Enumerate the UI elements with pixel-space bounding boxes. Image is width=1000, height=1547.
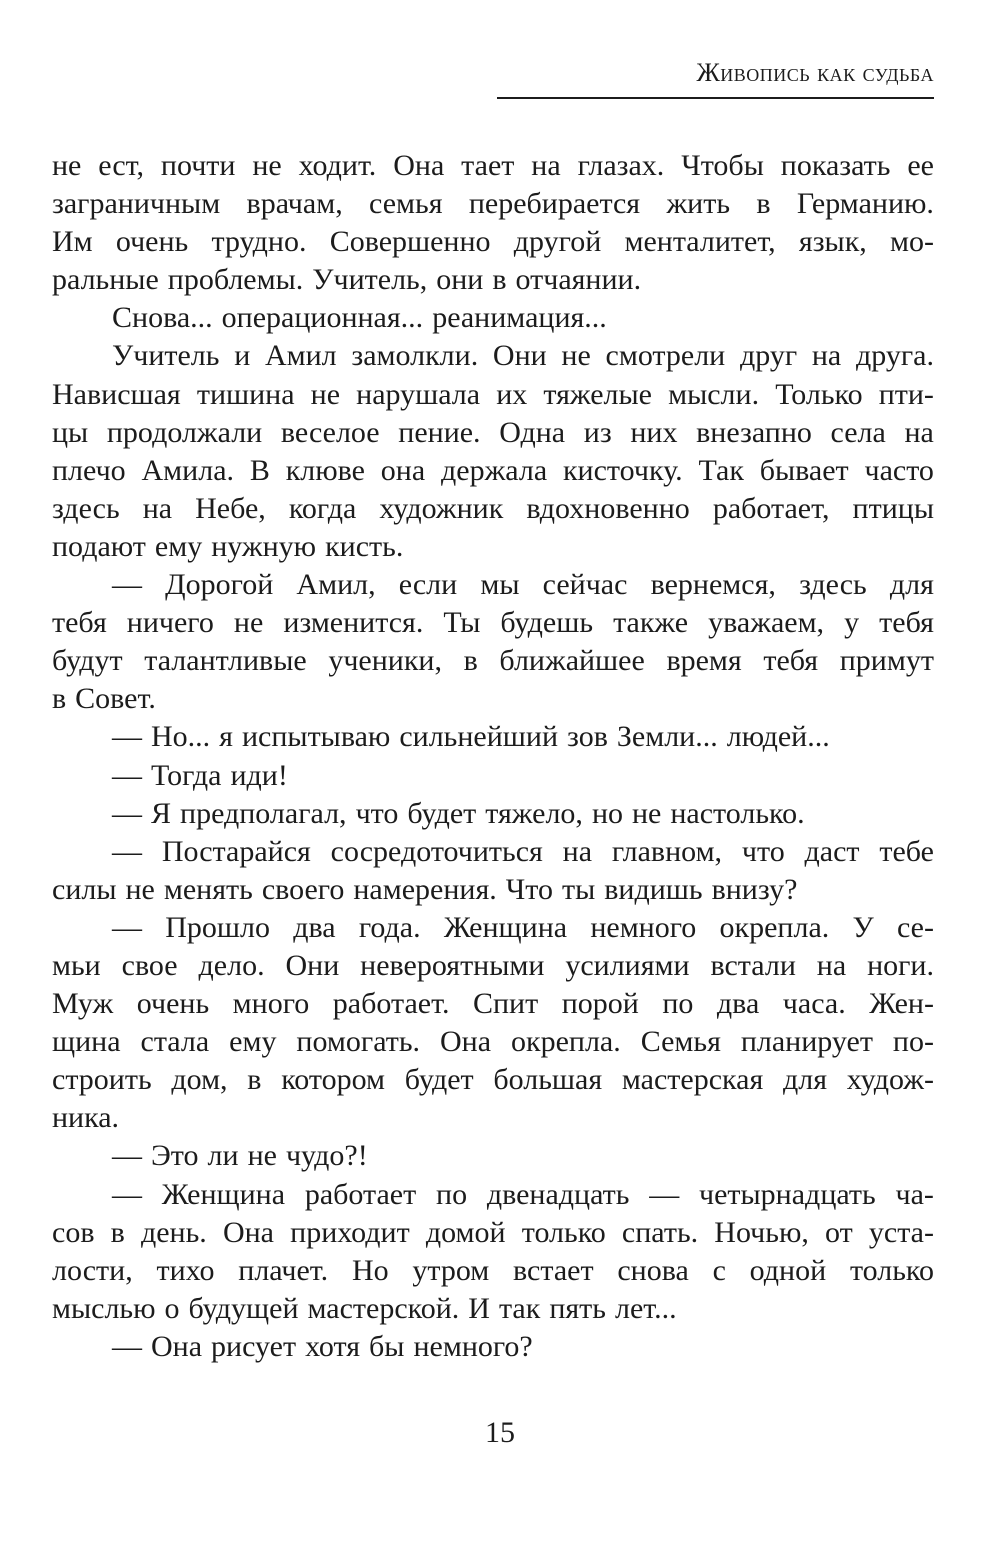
word: тяжелые: [543, 377, 652, 411]
word: Это: [151, 1139, 199, 1173]
word: Я: [151, 796, 172, 830]
word: даст: [804, 834, 860, 868]
word: тебя: [763, 644, 819, 678]
word: —: [112, 568, 142, 602]
word: перебирается: [468, 187, 641, 221]
word: Чтобы: [681, 149, 764, 182]
word: —: [112, 796, 142, 830]
text-line: [52, 985, 934, 1023]
word: ест,: [98, 149, 145, 182]
word: веселое: [280, 415, 380, 449]
word: своего: [261, 872, 345, 906]
word: мы: [480, 568, 520, 602]
word: Тогда: [151, 758, 222, 792]
word: настолько.: [670, 796, 805, 830]
word: так: [498, 1291, 541, 1325]
word: будут: [52, 644, 123, 678]
text-line: [52, 223, 934, 261]
word: из: [583, 415, 612, 449]
word: когда: [288, 491, 357, 525]
word: Земли...: [616, 720, 718, 754]
word: только: [849, 1253, 934, 1287]
word: клюве: [285, 453, 365, 487]
word: Совет.: [75, 682, 156, 716]
word: домой: [425, 1215, 506, 1249]
word: котором: [281, 1063, 385, 1097]
word: реанимация...: [432, 301, 607, 335]
word: будущей: [188, 1291, 299, 1325]
word: большая: [493, 1063, 603, 1097]
text-line: [52, 1252, 934, 1290]
word: другой: [513, 225, 602, 259]
text-line: [52, 680, 934, 718]
word: очень: [115, 225, 189, 259]
word: почти: [160, 149, 236, 182]
word: Совершенно: [329, 225, 491, 259]
word: Одна: [499, 415, 566, 449]
word: работает,: [712, 491, 830, 525]
word: здесь: [799, 568, 867, 602]
text-line: [52, 414, 934, 452]
word: мастерская: [621, 1063, 764, 1097]
word: ника.: [52, 1101, 120, 1135]
word: мастерской.: [307, 1291, 460, 1325]
word: врачам,: [246, 187, 343, 221]
text-line: [52, 1214, 934, 1252]
word: для: [783, 1063, 828, 1097]
word: и: [234, 339, 251, 373]
word: вернемся,: [650, 568, 776, 602]
word: —: [112, 1329, 142, 1363]
word: Снова...: [112, 301, 213, 335]
word: уста-: [868, 1215, 934, 1249]
word: Но: [351, 1253, 389, 1287]
word: Нависшая: [52, 377, 181, 411]
word: встает: [513, 1253, 594, 1287]
word: встали: [710, 948, 796, 982]
word: мо-: [890, 225, 934, 259]
running-head: Живопись как судьба: [696, 58, 934, 87]
word: Они: [492, 339, 547, 373]
word: очень: [136, 987, 210, 1021]
text-line: [52, 909, 934, 947]
word: они: [436, 263, 484, 297]
word: ральные: [52, 263, 159, 297]
word: бывает: [759, 453, 849, 487]
text-line: [52, 1061, 934, 1099]
page-number: 15: [485, 1416, 515, 1449]
word: Она: [222, 1215, 274, 1249]
word: операционная...: [221, 301, 424, 335]
word: по: [662, 987, 694, 1021]
word: работает.: [332, 987, 450, 1021]
text-line: [52, 795, 934, 833]
word: иди!: [230, 758, 288, 792]
word: что: [741, 834, 785, 868]
word: плачет.: [238, 1253, 329, 1287]
word: на: [904, 415, 934, 449]
word: испытываю: [241, 720, 391, 754]
word: Только: [775, 377, 863, 411]
word: —: [112, 758, 142, 792]
word: Амил: [264, 339, 337, 373]
word: часто: [864, 453, 934, 487]
word: плечо: [52, 453, 126, 487]
word: намерения.: [353, 872, 497, 906]
word: с: [712, 1253, 726, 1287]
word: отчаянии.: [515, 263, 642, 297]
word: работает: [304, 1177, 417, 1211]
word: подают: [52, 529, 146, 563]
word: щина: [52, 1025, 121, 1059]
word: —: [112, 910, 142, 944]
word: на: [562, 834, 593, 868]
word: тебе: [879, 834, 934, 868]
word: проблемы.: [167, 263, 304, 297]
word: лет...: [614, 1291, 677, 1325]
word: внезапно: [696, 415, 812, 449]
word: приходит: [290, 1215, 410, 1249]
word: бы: [369, 1329, 405, 1363]
text-line: [52, 871, 934, 909]
word: заграничным: [52, 187, 221, 221]
word: в: [756, 187, 771, 221]
word: здесь: [52, 491, 120, 525]
word: се-: [896, 910, 934, 944]
text-line: [52, 376, 934, 414]
word: два: [716, 987, 760, 1021]
word: нарушала: [356, 377, 481, 411]
text-line: [52, 718, 934, 756]
word: на: [142, 491, 173, 525]
word: тишина: [196, 377, 295, 411]
word: ноги.: [867, 948, 934, 982]
word: ничего: [126, 606, 214, 640]
word: ему: [229, 1025, 277, 1059]
word: Что: [505, 872, 553, 906]
word: на: [531, 149, 561, 182]
word: продолжали: [106, 415, 263, 449]
word: них: [630, 415, 678, 449]
word: строить: [52, 1063, 152, 1097]
word: Небе,: [195, 491, 266, 525]
word: по: [436, 1177, 468, 1211]
text-line: [52, 566, 934, 604]
word: замолкли.: [351, 339, 479, 373]
word: Постарайся: [161, 834, 311, 868]
word: в: [463, 644, 478, 678]
word: менять: [163, 872, 253, 906]
word: кисть.: [325, 529, 404, 563]
word: примут: [839, 644, 934, 678]
word: ходит.: [298, 149, 377, 182]
text-line: [52, 1290, 934, 1328]
text-line: [52, 604, 934, 642]
word: —: [112, 834, 142, 868]
word: Женщина: [443, 910, 568, 944]
word: пти-: [878, 377, 934, 411]
word: пять: [549, 1291, 606, 1325]
word: Амил,: [296, 568, 376, 602]
word: смотрели: [605, 339, 726, 373]
word: уважаем,: [708, 606, 825, 640]
word: часа.: [782, 987, 846, 1021]
word: в: [492, 263, 507, 297]
word: Амила.: [141, 453, 235, 487]
word: о: [164, 1291, 180, 1325]
word: Они: [285, 948, 340, 982]
word: глазах.: [577, 149, 665, 182]
word: планирует: [740, 1025, 873, 1059]
word: будешь: [500, 606, 594, 640]
word: ему: [154, 529, 203, 563]
word: ближайшее: [499, 644, 645, 678]
word: держала: [440, 453, 548, 487]
word: внизу?: [711, 872, 798, 906]
word: что: [355, 796, 399, 830]
word: немного?: [413, 1329, 533, 1363]
word: жить: [666, 187, 731, 221]
word: В: [249, 453, 270, 487]
word: будет: [407, 796, 477, 830]
text-line: [52, 452, 934, 490]
text-line: [52, 528, 934, 566]
word: талантливые: [144, 644, 307, 678]
word: силы: [52, 872, 117, 906]
word: Им: [52, 225, 93, 259]
text-line: [52, 1328, 934, 1366]
word: в: [247, 1063, 262, 1097]
word: Германию.: [796, 187, 934, 221]
text-line: [52, 185, 934, 223]
word: хотя: [305, 1329, 361, 1363]
word: их: [496, 377, 528, 411]
word: по-: [892, 1025, 934, 1059]
word: не: [247, 1139, 277, 1173]
word: порой: [561, 987, 639, 1021]
word: Но...: [151, 720, 211, 754]
word: художник: [379, 491, 504, 525]
word: села: [830, 415, 886, 449]
text-line: [52, 337, 934, 375]
word: Она: [151, 1329, 203, 1363]
word: Женщина: [161, 1177, 286, 1211]
text-line: [52, 833, 934, 871]
word: не: [632, 796, 662, 830]
word: не: [252, 149, 282, 182]
word: тяжело,: [485, 796, 583, 830]
word: Дорогой: [165, 568, 274, 602]
text-line: [52, 947, 934, 985]
word: У: [852, 910, 874, 944]
word: сосредоточиться: [330, 834, 543, 868]
word: не: [561, 339, 591, 373]
word: Учитель: [112, 339, 220, 373]
word: людей...: [726, 720, 830, 754]
word: предполагал,: [180, 796, 347, 830]
word: ее: [907, 149, 934, 182]
word: много: [232, 987, 310, 1021]
word: года.: [358, 910, 421, 944]
text-line: [52, 261, 934, 299]
word: Она: [440, 1025, 492, 1059]
word: главном,: [611, 834, 723, 868]
word: снова: [617, 1253, 689, 1287]
word: показать: [780, 149, 891, 182]
word: —: [112, 1139, 142, 1173]
word: И: [468, 1291, 490, 1325]
word: чудо?!: [285, 1139, 368, 1173]
word: не: [233, 606, 264, 640]
word: у: [844, 606, 860, 640]
text-line: [52, 490, 934, 528]
word: цы: [52, 415, 89, 449]
word: Муж: [52, 987, 114, 1021]
word: сов: [52, 1215, 95, 1249]
word: ученики,: [328, 644, 442, 678]
word: Ночью,: [714, 1215, 809, 1249]
word: я: [219, 720, 233, 754]
word: усилиями: [565, 948, 690, 982]
word: сейчас: [542, 568, 628, 602]
word: день.: [140, 1215, 207, 1249]
word: Прошло: [165, 910, 270, 944]
word: язык,: [798, 225, 867, 259]
word: не: [125, 872, 155, 906]
word: видишь: [604, 872, 703, 906]
word: Учитель,: [312, 263, 428, 297]
word: дом,: [171, 1063, 228, 1097]
text-line: [52, 757, 934, 795]
word: пение.: [398, 415, 481, 449]
word: немного: [590, 910, 697, 944]
body-text: [52, 147, 934, 1366]
word: друга.: [855, 339, 934, 373]
word: —: [112, 1177, 142, 1211]
word: если: [398, 568, 458, 602]
word: тебя: [879, 606, 934, 640]
word: для: [889, 568, 934, 602]
word: в: [52, 682, 67, 716]
word: не: [52, 149, 82, 182]
text-line: [52, 1023, 934, 1061]
word: свое: [121, 948, 178, 982]
word: на: [811, 339, 842, 373]
word: стала: [140, 1025, 210, 1059]
word: только: [521, 1215, 606, 1249]
word: нужную: [211, 529, 317, 563]
word: также: [613, 606, 689, 640]
word: лости,: [52, 1253, 133, 1287]
word: —: [649, 1177, 680, 1211]
word: изменится.: [283, 606, 424, 640]
word: ты: [561, 872, 596, 906]
word: Семья: [640, 1025, 721, 1059]
word: невероятными: [360, 948, 545, 982]
word: два: [293, 910, 336, 944]
word: тебя: [52, 606, 107, 640]
word: Жен-: [869, 987, 934, 1021]
word: двенадцать: [486, 1177, 630, 1211]
word: Ты: [443, 606, 481, 640]
word: тает: [461, 149, 515, 182]
word: вдохновенно: [526, 491, 690, 525]
word: менталитет,: [624, 225, 776, 259]
word: птицы: [852, 491, 934, 525]
word: но: [591, 796, 623, 830]
word: ли: [207, 1139, 239, 1173]
word: окрепла.: [511, 1025, 621, 1059]
text-line: [52, 147, 934, 185]
word: окрепла.: [719, 910, 830, 944]
word: утром: [412, 1253, 490, 1287]
word: тихо: [156, 1253, 215, 1287]
header-rule: [497, 97, 934, 99]
word: время: [666, 644, 742, 678]
word: семья: [369, 187, 443, 221]
word: одной: [749, 1253, 827, 1287]
word: кисточку.: [562, 453, 683, 487]
word: помогать.: [296, 1025, 421, 1059]
word: мыслью: [52, 1291, 156, 1325]
text-line: [52, 1137, 934, 1175]
word: она: [380, 453, 426, 487]
word: мысли.: [668, 377, 760, 411]
text-line: [52, 1176, 934, 1214]
word: Она: [393, 149, 445, 182]
word: сильнейший: [399, 720, 559, 754]
word: на: [816, 948, 847, 982]
word: спать.: [621, 1215, 699, 1249]
word: не: [310, 377, 341, 411]
text-line: [52, 1099, 934, 1137]
text-line: [52, 299, 934, 337]
word: зов: [567, 720, 608, 754]
word: —: [112, 720, 142, 754]
word: четырнадцать: [699, 1177, 876, 1211]
word: от: [825, 1215, 853, 1249]
word: худож-: [846, 1063, 934, 1097]
word: ча-: [895, 1177, 934, 1211]
word: Спит: [472, 987, 539, 1021]
word: дело.: [198, 948, 265, 982]
word: Так: [698, 453, 744, 487]
word: рисует: [211, 1329, 297, 1363]
word: в: [110, 1215, 125, 1249]
word: мьи: [52, 948, 101, 982]
word: друг: [739, 339, 798, 373]
text-line: [52, 642, 934, 680]
word: будет: [404, 1063, 474, 1097]
word: трудно.: [211, 225, 307, 259]
